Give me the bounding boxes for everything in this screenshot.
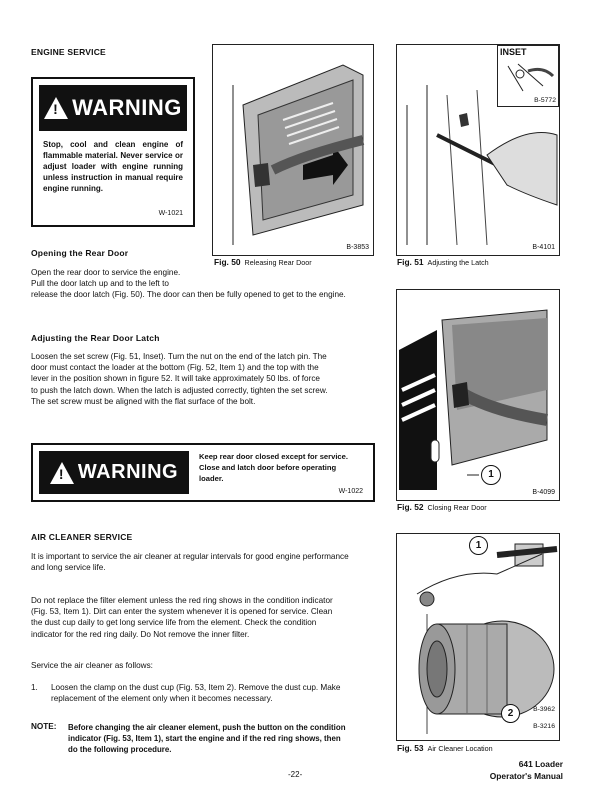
figure-51-code: B-4101 [532, 244, 555, 251]
air-cleaner-p3: Service the air cleaner as follows: [31, 661, 153, 670]
opening-line: Pull the door latch up and to the left to [31, 279, 169, 289]
callout-1: 1 [481, 465, 501, 485]
closing-door-illustration [397, 290, 559, 500]
figure-51 [396, 44, 560, 256]
figure-53 [396, 533, 560, 741]
figure-51-number: Fig. 51 [397, 257, 424, 267]
figure-52 [396, 289, 560, 501]
warning-line: Close and latch door before operating [199, 463, 337, 472]
warning-line: Keep rear door closed except for service. [199, 452, 348, 461]
inset-code: B-5772 [534, 97, 556, 104]
air-cleaner-p2 [31, 595, 391, 640]
note-label: NOTE: [31, 722, 57, 731]
warning-text-2 [199, 451, 348, 484]
warning-line: loader. [199, 474, 224, 483]
footer-model: 641 Loader [518, 759, 563, 769]
warning-triangle-icon: ! [50, 462, 74, 484]
note-line: do the following procedure. [68, 745, 172, 755]
adjusting-text [31, 351, 381, 407]
callout-2: 2 [501, 704, 520, 723]
figure-50-caption [214, 257, 312, 267]
figure-53-code-2: B-3216 [533, 723, 555, 730]
step-line: replacement of the element only when it becomes necessary. [51, 694, 273, 704]
rear-door-illustration [213, 45, 373, 255]
figure-53-number: Fig. 53 [397, 743, 424, 753]
footer-title [490, 758, 563, 782]
warning-triangle-icon: ! [44, 97, 68, 119]
opening-line: Open the rear door to service the engine. [31, 268, 181, 277]
air-cleaner-p1 [31, 551, 391, 573]
step-text [51, 682, 381, 704]
footer-manual: Operator's Manual [489, 771, 563, 781]
page-number: -22- [288, 770, 303, 779]
note-text [68, 722, 388, 756]
warning-code-2: W-1022 [338, 488, 363, 495]
figure-53-title: Air Cleaner Location [427, 744, 493, 753]
figure-52-code: B-4099 [532, 489, 555, 496]
figure-53-code-1: B-3962 [533, 706, 555, 713]
opening-line: release the door latch (Fig. 50). The door can then be fully opened to get to the engine. [31, 290, 346, 300]
adjusting-line: door must contact the loader at the bottom (Fig. 52, Item 1) and the top with the [31, 363, 319, 373]
air-p2-line: (Fig. 53, Item 1). Dirt can enter the system whenever it is opened for service. Clean [31, 607, 333, 617]
figure-51-inset [497, 45, 559, 107]
warning-text-1: Stop, cool and clean engine of flammable material. Never service or adjust loader with engine running unless instruction in manual require engine running. [43, 140, 183, 193]
inset-label: INSET [500, 47, 527, 57]
adjusting-line: The set screw must be aligned with the flat surface of the bolt. [31, 396, 256, 406]
section-title: ENGINE SERVICE [31, 47, 106, 57]
callout-1: 1 [469, 536, 488, 555]
warning-label: WARNING [72, 95, 182, 120]
warning-banner-1 [39, 85, 187, 131]
figure-53-caption [397, 743, 493, 753]
figure-51-title: Adjusting the Latch [427, 258, 489, 267]
air-p1-line: and long service life. [31, 563, 106, 573]
adjusting-line: Loosen the set screw (Fig. 51, Inset). Turn the nut on the end of the latch pin. The [31, 352, 327, 361]
air-p2-line: the dust cup daily to get long service life from the element. Check the condition [31, 618, 317, 628]
figure-52-number: Fig. 52 [397, 502, 424, 512]
warning-label: WARNING [77, 461, 179, 483]
adjusting-title: Adjusting the Rear Door Latch [31, 333, 160, 343]
air-p2-line: indicator for the red ring daily. Do Not remove the inner filter. [31, 629, 250, 639]
figure-50 [212, 44, 374, 256]
note-line: Before changing the air cleaner element, push the button on the condition [68, 723, 346, 732]
air-p2-line: Do not replace the filter element unless the red ring shows in the condition indicator [31, 596, 333, 605]
figure-50-title: Releasing Rear Door [244, 258, 312, 267]
warning-box-2 [31, 443, 375, 502]
warning-banner-2 [39, 451, 189, 494]
adjusting-line: lever in the position shown in figure 52. It will take approximately 50 lbs. of force [31, 374, 320, 384]
warning-code-1: W-1021 [158, 210, 183, 217]
figure-50-code: B-3853 [346, 244, 369, 251]
air-cleaner-title: AIR CLEANER SERVICE [31, 532, 133, 542]
figure-51-caption [397, 257, 489, 267]
adjusting-line: to push the latch down. When the latch is adjusted correctly, tighten the set screw. [31, 385, 328, 395]
figure-50-number: Fig. 50 [214, 257, 241, 267]
step-number: 1. [31, 683, 38, 692]
opening-title: Opening the Rear Door [31, 248, 129, 258]
figure-52-title: Closing Rear Door [427, 503, 487, 512]
air-p1-line: It is important to service the air cleaner at regular intervals for good engine performance [31, 552, 349, 561]
figure-52-caption [397, 502, 487, 512]
step-line: Loosen the clamp on the dust cup (Fig. 53, Item 2). Remove the dust cup. Make [51, 683, 341, 692]
warning-box-1 [31, 77, 195, 227]
note-line: indicator (Fig. 53, Item 1), start the engine and if the red ring shows, then [68, 734, 341, 744]
